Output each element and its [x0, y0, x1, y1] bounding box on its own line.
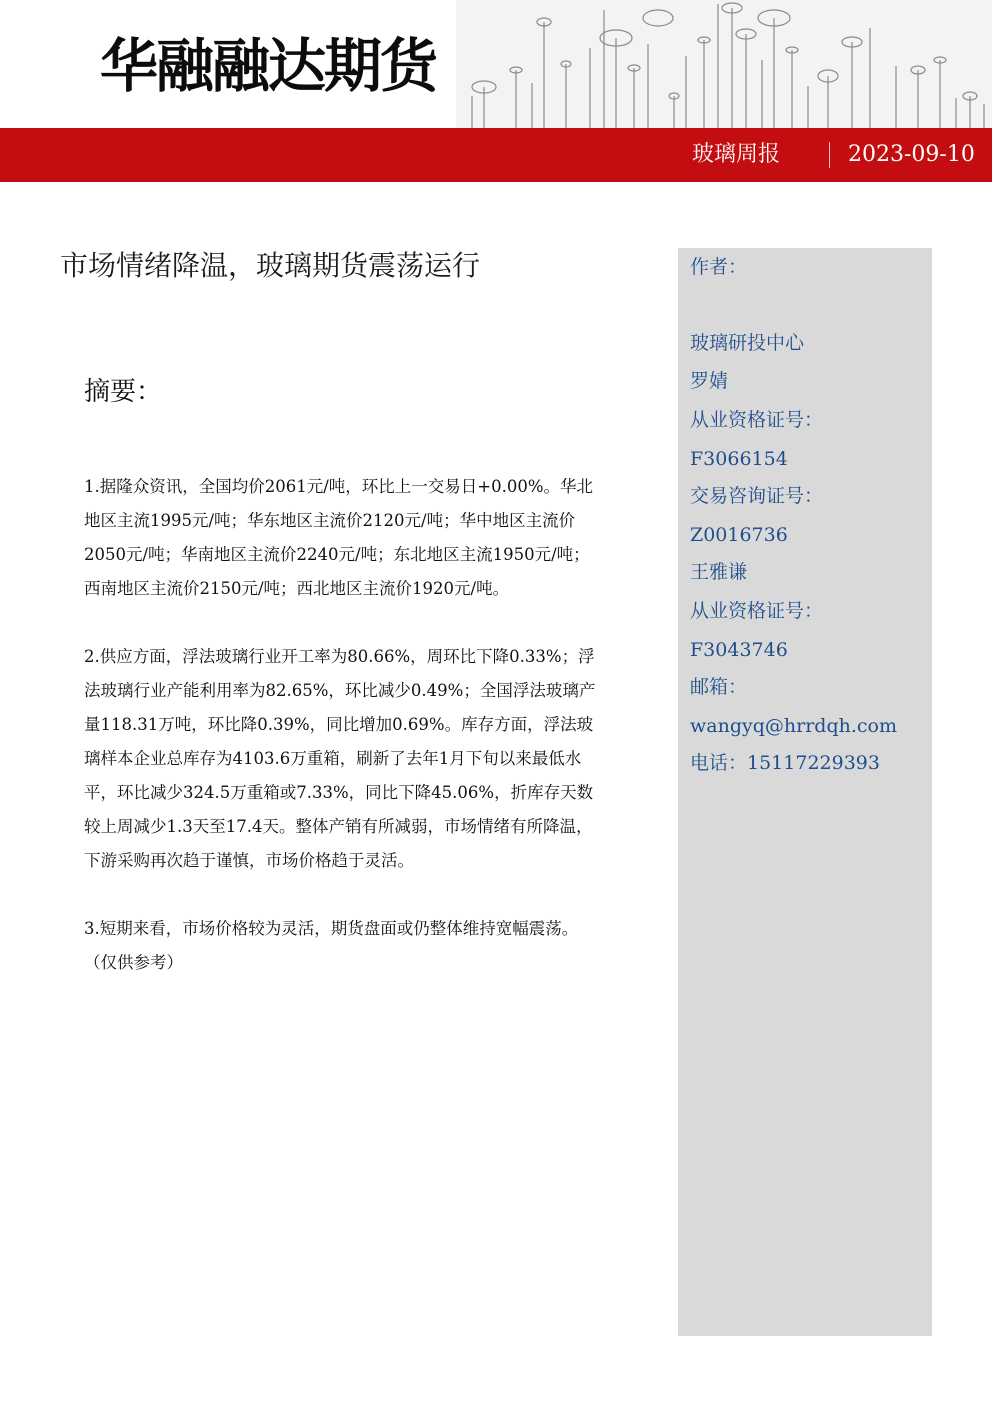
header-decoration	[456, 0, 992, 128]
header-red-bar	[0, 128, 992, 182]
phone-number: 电话：15117229393	[690, 752, 880, 774]
author1-consult-label: 交易咨询证号：	[690, 485, 824, 507]
abstract-paragraph-2: 2.供应方面，浮法玻璃行业开工率为80.66%，周环比下降0.33%；浮法玻璃行业产能利用率为82.65%，环比减少0.49%；全国浮法玻璃产量118.31万吨，环比降0.39%，同比增加0.69%。库存方面，浮法玻璃样本企业总库存为4103.6万重箱，刷新了去年1月下旬以来最低水平，环比减少324.5万重箱或7.33%，同比下降45.06%，折库存天数较上周减少1.3天至17.4天。整体产销有所减弱，市场情绪有所降温，下游采购再次趋于谨慎，市场价格趋于灵活。	[84, 647, 596, 870]
abstract-paragraph-1: 1.据隆众资讯，全国均价2061元/吨，环比上一交易日+0.00%。华北地区主流1995元/吨；华东地区主流价2120元/吨；华中地区主流价2050元/吨；华南地区主流价2240元/吨；东北地区主流1950元/吨；西南地区主流价2150元/吨；西北地区主流价1920元/吨。	[84, 477, 594, 598]
author1-consult: Z0016736	[690, 524, 788, 546]
abstract-body	[84, 470, 600, 1014]
team-name: 玻璃研投中心	[690, 332, 805, 354]
email-address[interactable]: wangyq@hrrdqh.com	[690, 715, 897, 737]
author1-cert: F3066154	[690, 448, 788, 470]
author-label: 作者：	[690, 256, 748, 278]
author1-name: 罗婧	[690, 370, 729, 392]
author1-cert-label: 从业资格证号：	[690, 409, 824, 431]
report-title: 市场情绪降温，玻璃期货震荡运行	[60, 249, 481, 282]
header-separator	[829, 142, 830, 168]
abstract-paragraph-3: 3.短期来看，市场价格较为灵活，期货盘面或仍整体维持宽幅震荡。（仅供参考）	[84, 919, 579, 972]
abstract-heading: 摘要：	[84, 377, 163, 407]
author2-name: 王雅谦	[690, 561, 748, 583]
author2-cert-label: 从业资格证号：	[690, 600, 824, 622]
report-type: 玻璃周报	[692, 142, 781, 167]
email-label: 邮箱：	[690, 676, 748, 698]
author2-cert: F3043746	[690, 639, 788, 661]
company-logo: 华融融达期货	[100, 32, 437, 100]
report-date: 2023-09-10	[848, 142, 975, 167]
dandelion-pattern-graphic	[456, 0, 992, 128]
